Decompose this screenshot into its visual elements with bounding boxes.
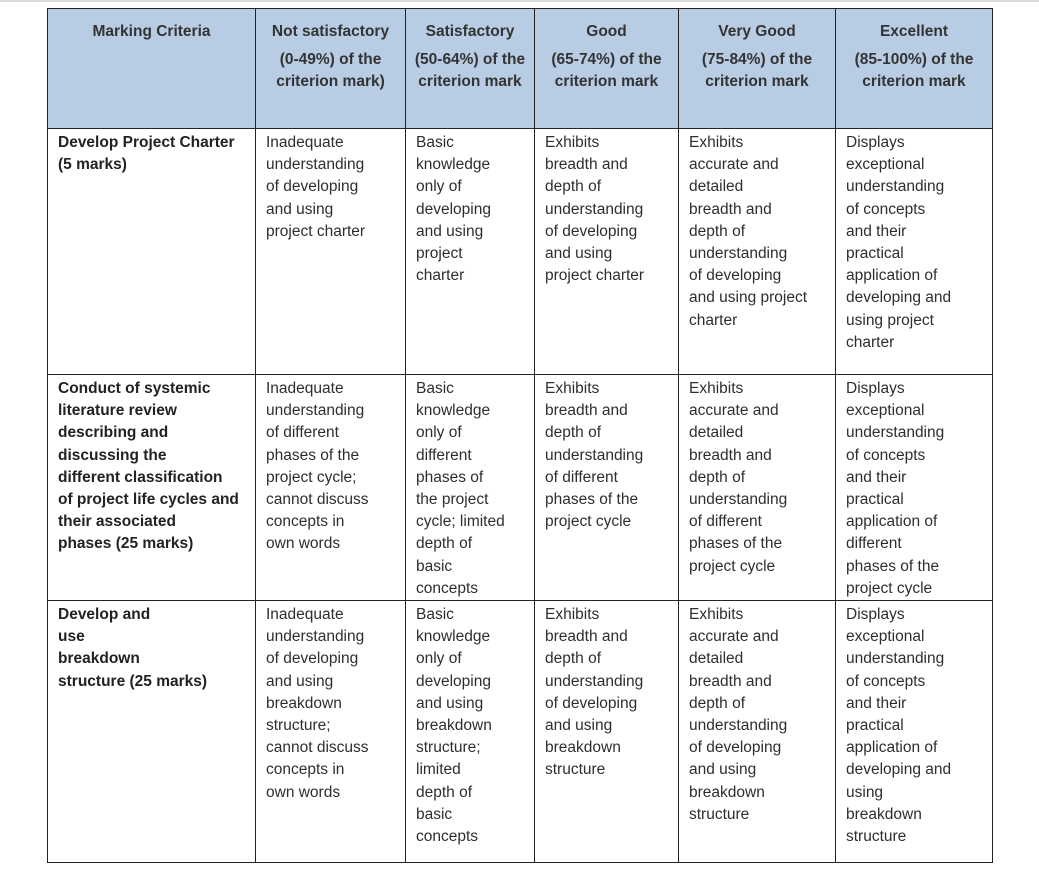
header-marking-criteria (48, 9, 256, 129)
descriptor-good: Exhibits breadth and depth of understanding of developing and using project charter (535, 129, 679, 375)
level-range: (0-49%) of the criterion mark) (276, 51, 385, 91)
descriptor-satisfactory: Basic knowledge only of different phases of the project cycle; limited depth of basic concepts (406, 375, 535, 601)
descriptor-good: Exhibits breadth and depth of understanding of different phases of the project cycle (535, 375, 679, 601)
level-name: Excellent (879, 23, 949, 40)
criterion-cell: Develop and use breakdown structure (25 marks) (48, 601, 256, 863)
level-range: (75-84%) of the criterion mark (701, 51, 813, 91)
level-range: (85-100%) of the criterion mark (854, 51, 974, 91)
descriptor-not-satisfactory: Inadequate understanding of developing and using project charter (256, 129, 406, 375)
level-range: (65-74%) of the criterion mark (551, 51, 662, 91)
top-divider (0, 0, 1039, 2)
header-satisfactory (406, 9, 535, 129)
level-name: Satisfactory (425, 23, 515, 40)
descriptor-excellent: Displays exceptional understanding of concepts and their practical application of developing and using breakdown structure (836, 601, 993, 863)
criterion-cell: Develop Project Charter (5 marks) (48, 129, 256, 375)
header-excellent (836, 9, 993, 129)
criterion-cell: Conduct of systemic literature review describing and discussing the different classification of project life cycles and their associated phases (25 marks) (48, 375, 256, 601)
descriptor-excellent: Displays exceptional understanding of concepts and their practical application of developing and using project charter (836, 129, 993, 375)
level-name: Very Good (718, 23, 796, 40)
descriptor-not-satisfactory: Inadequate understanding of different phases of the project cycle; cannot discuss concepts in own words (256, 375, 406, 601)
descriptor-excellent: Displays exceptional understanding of concepts and their practical application of different phases of the project cycle (836, 375, 993, 601)
header-very-good (679, 9, 836, 129)
header-not-satisfactory (256, 9, 406, 129)
header-good (535, 9, 679, 129)
level-name: Good (586, 23, 627, 40)
descriptor-satisfactory: Basic knowledge only of developing and using project charter (406, 129, 535, 375)
marking-rubric-table (47, 8, 993, 863)
descriptor-not-satisfactory: Inadequate understanding of developing and using breakdown structure; cannot discuss concepts in own words (256, 601, 406, 863)
descriptor-very-good: Exhibits accurate and detailed breadth and depth of understanding of developing and using breakdown structure (679, 601, 836, 863)
descriptor-very-good: Exhibits accurate and detailed breadth and depth of understanding of developing and using project charter (679, 129, 836, 375)
header-row (48, 9, 993, 129)
descriptor-satisfactory: Basic knowledge only of developing and using breakdown structure; limited depth of basic concepts (406, 601, 535, 863)
table-row (48, 129, 993, 375)
descriptor-good: Exhibits breadth and depth of understanding of developing and using breakdown structure (535, 601, 679, 863)
descriptor-very-good: Exhibits accurate and detailed breadth and depth of understanding of different phases of the project cycle (679, 375, 836, 601)
header-marking-criteria-label: Marking Criteria (92, 23, 211, 40)
level-range: (50-64%) of the criterion mark (414, 51, 526, 91)
table-row (48, 375, 993, 601)
level-name: Not satisfactory (271, 23, 390, 40)
table-row (48, 601, 993, 863)
